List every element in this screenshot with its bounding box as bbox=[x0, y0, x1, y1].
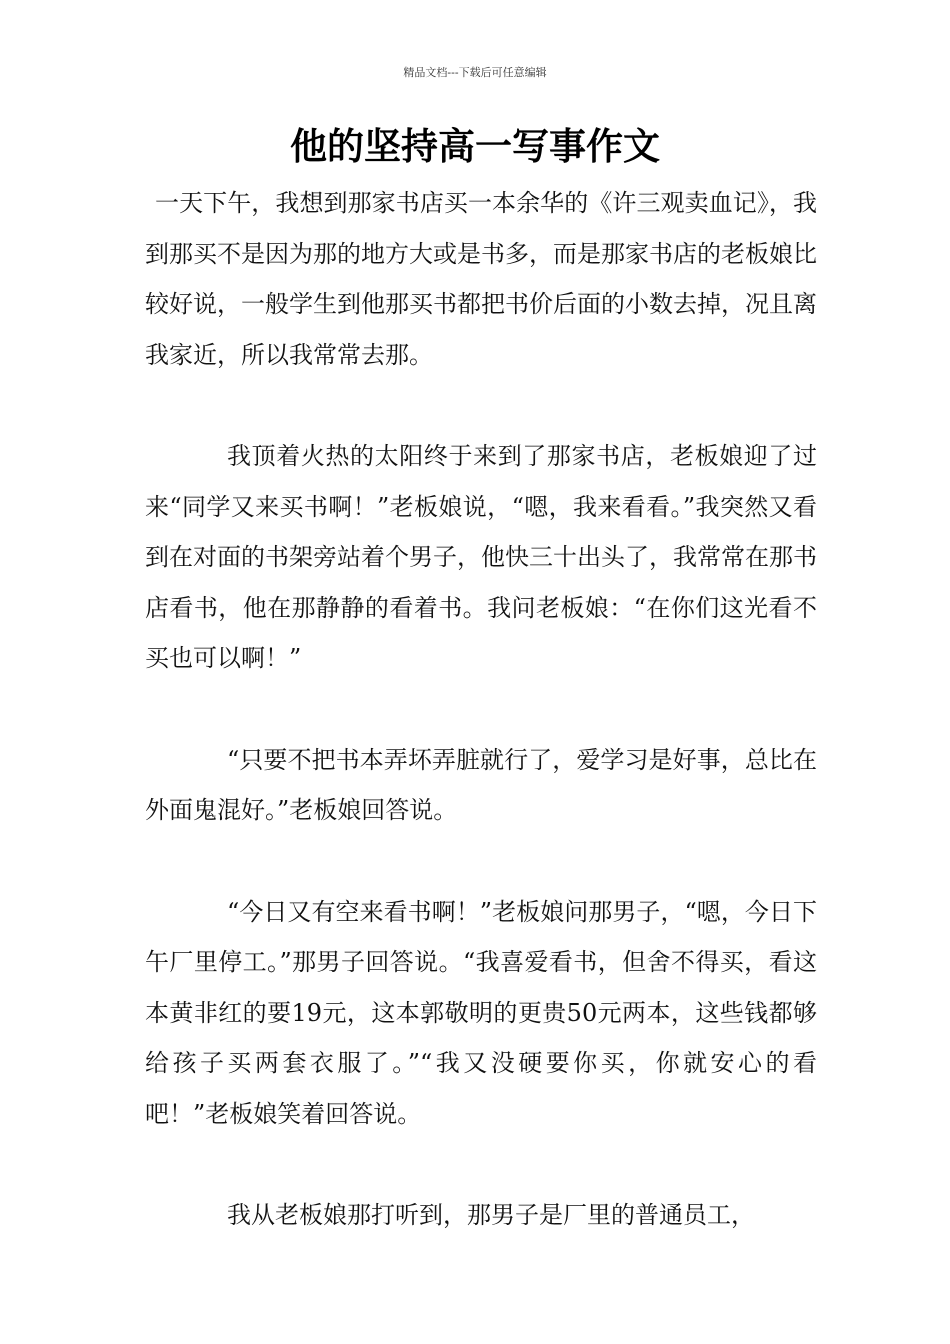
paragraph-5: 我从老板娘那打听到，那男子是厂里的普通员工， bbox=[227, 1201, 755, 1229]
paragraph-4: “今日又有空来看书啊！”老板娘问那男子，“嗯，今日下午厂里停工。”那男子回答说。“我喜爱看书，但舍不得买，看这本黄非红的要19元，这本郭敬明的更贵50元两本，这些钱都够给孩子买两套衣服了。”“我又没硬要你买，你就安心的看吧！”老板娘笑着回答说。 bbox=[145, 897, 817, 1128]
paragraph-2: 我顶着火热的太阳终于来到了那家书店，老板娘迎了过来“同学又来买书啊！”老板娘说，“嗯，我来看看。”我突然又看到在对面的书架旁站着个男子，他快三十出头了，我常常在那书店看书，他在那静静的看着书。我问老板娘：“在你们这光看不买也可以啊！” bbox=[145, 442, 817, 672]
paragraph-3: “只要不把书本弄坏弄脏就行了，爱学习是好事，总比在外面鬼混好。”老板娘回答说。 bbox=[145, 745, 817, 824]
page-header: 精品文档---下载后可任意编辑 bbox=[403, 66, 547, 79]
document-title: 他的坚持高一写事作文 bbox=[290, 125, 660, 168]
paragraph-1: 一天下午，我想到那家书店买一本余华的《许三观卖血记》，我到那买不是因为那的地方大或是书多，而是那家书店的老板娘比较好说，一般学生到他那买书都把书价后面的小数去掉，况且离我家近，所以我常常去那。 bbox=[145, 189, 817, 369]
document-body bbox=[145, 178, 817, 1241]
